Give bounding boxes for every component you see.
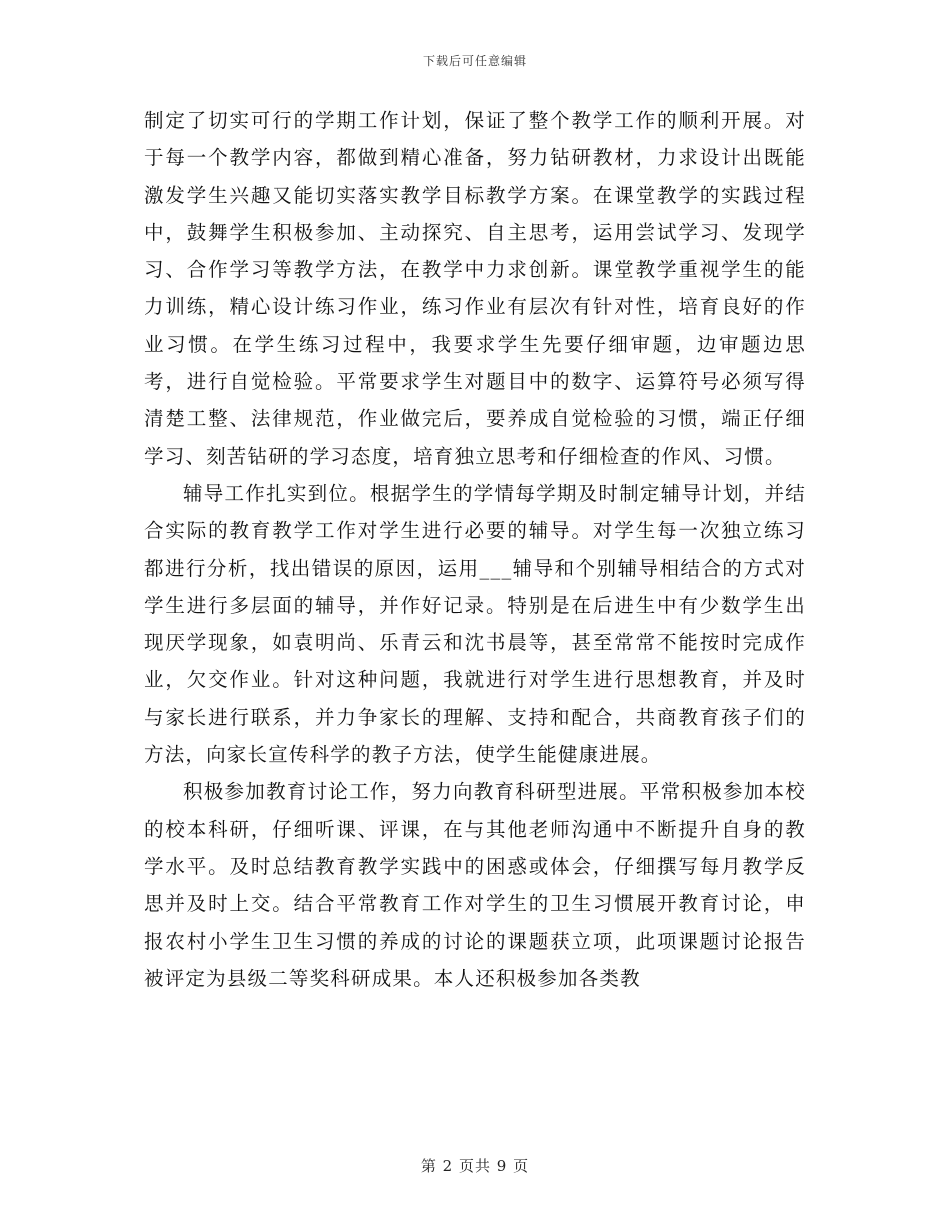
paragraph-2: 辅导工作扎实到位。根据学生的学情每学期及时制定辅导计划，并结合实际的教育教学工作对学生进行必要的辅导。对学生每一次独立练习都进行分析，找出错误的原因，运用___辅导和个别辅导相结合的方式对学生进行多层面的辅导，并作好记录。特别是在后进生中有少数学生出现厌学现象，如袁明尚、乐青云和沈书晨等，甚至常常不能按时完成作业，欠交作业。针对这种问题，我就进行对学生进行思想教育，并及时与家长进行联系，并力争家长的理解、支持和配合，共商教育孩子们的方法，向家长宣传科学的教子方法，使学生能健康进展。	[144, 481, 806, 767]
page-header: 下载后可任意编辑	[422, 54, 527, 68]
paragraph-1: 制定了切实可行的学期工作计划，保证了整个教学工作的顺利开展。对于每一个教学内容，都做到精心准备，努力钻研教材，力求设计出既能激发学生兴趣又能切实落实教学目标教学方案。在课堂教学的实践过程中，鼓舞学生积极参加、主动探究、自主思考，运用尝试学习、发现学习、合作学习等教学方法，在教学中力求创新。课堂教学重视学生的能力训练，精心设计练习作业，练习作业有层次有针对性，培育良好的作业习惯。在学生练习过程中，我要求学生先要仔细审题，边审题边思考，进行自觉检验。平常要求学生对题目中的数字、运算符号必须写得清楚工整、法律规范，作业做完后，要养成自觉检验的习惯，端正仔细学习、刻苦钻研的学习态度，培育独立思考和仔细检查的作风、习惯。	[144, 109, 806, 468]
paragraph-3: 积极参加教育讨论工作，努力向教育科研型进展。平常积极参加本校的校本科研，仔细听课、评课，在与其他老师沟通中不断提升自身的教学水平。及时总结教育教学实践中的困惑或体会，仔细撰写每月教学反思并及时上交。结合平常教育工作对学生的卫生习惯展开教育讨论，申报农村小学生卫生习惯的养成的讨论的课题获立项，此项课题讨论报告被评定为县级二等奖科研成果。本人还积极参加各类教	[144, 780, 806, 990]
document-body	[144, 102, 806, 997]
page-number-footer: 第 2 页共 9 页	[420, 1157, 530, 1175]
